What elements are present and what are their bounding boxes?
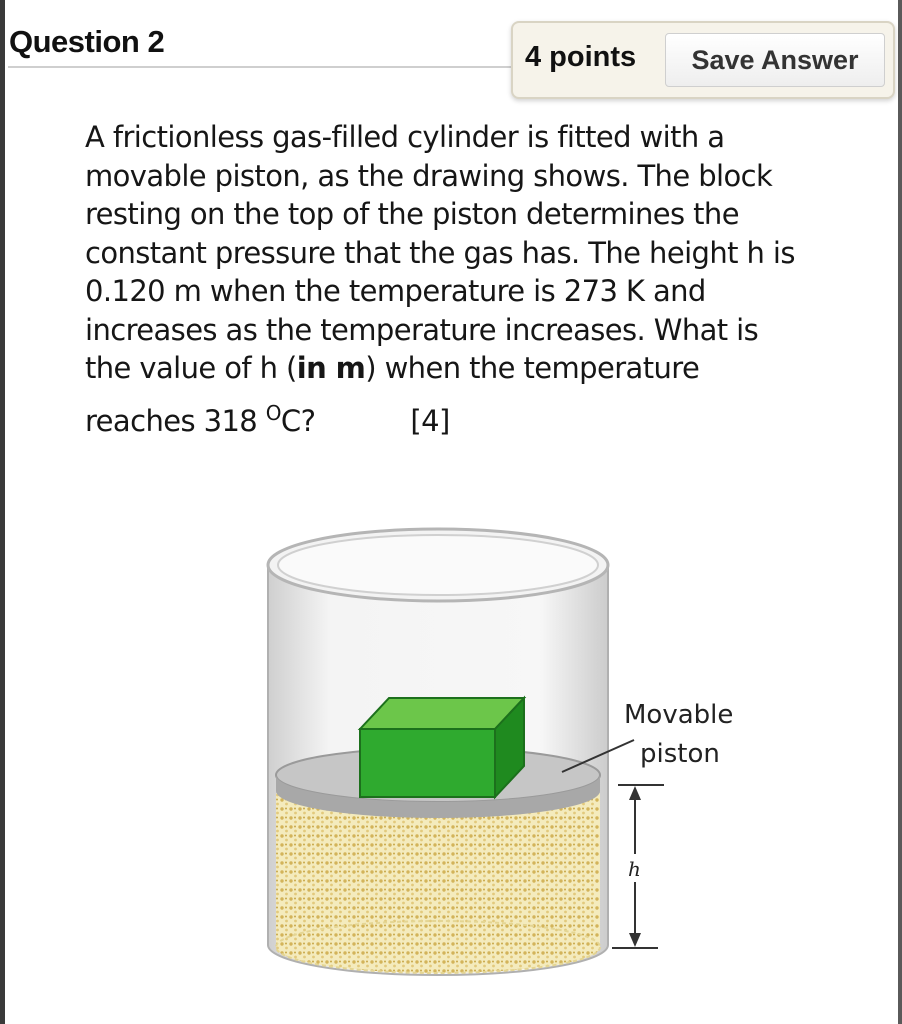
question-line-part: reaches 318 [85, 403, 266, 438]
question-line [85, 394, 845, 441]
question-title: Question 2 [9, 24, 165, 59]
points-label: 4 points [525, 41, 637, 73]
cylinder-rim-inner [278, 535, 598, 595]
question-line: 0.120 m when the temperature is 273 K and [85, 274, 706, 308]
gas-region [276, 793, 600, 973]
height-arrowhead-up [629, 786, 641, 800]
question-line: movable piston, as the drawing shows. The block [85, 158, 773, 193]
title-divider [8, 66, 513, 68]
piston-label: Movable [624, 700, 734, 730]
height-label: h [628, 857, 641, 881]
unit-emphasis: in m [296, 351, 366, 385]
question-line: A frictionless gas-filled cylinder is fitted with a [85, 120, 725, 154]
question-line-part: the value of h ( [85, 351, 297, 385]
question-line: increases as the temperature increases. What is [85, 312, 759, 347]
cylinder-diagram [262, 510, 742, 990]
piston-label: piston [640, 739, 720, 769]
question-line [85, 349, 845, 388]
left-edge [0, 0, 5, 1024]
marks-label: [4] [410, 403, 450, 438]
question-line-part: C? [280, 403, 316, 438]
right-edge [898, 0, 902, 1024]
save-answer-button[interactable]: Save Answer [665, 33, 885, 87]
height-arrowhead-down [629, 933, 641, 947]
question-text [85, 118, 845, 440]
question-line: constant pressure that the gas has. The height h is [85, 235, 795, 270]
degree-superscript: O [265, 400, 281, 425]
question-line-part: ) when the temperature [365, 351, 700, 385]
block-front [360, 729, 495, 797]
points-panel [511, 21, 895, 99]
question-line: resting on the top of the piston determines the [85, 197, 739, 231]
